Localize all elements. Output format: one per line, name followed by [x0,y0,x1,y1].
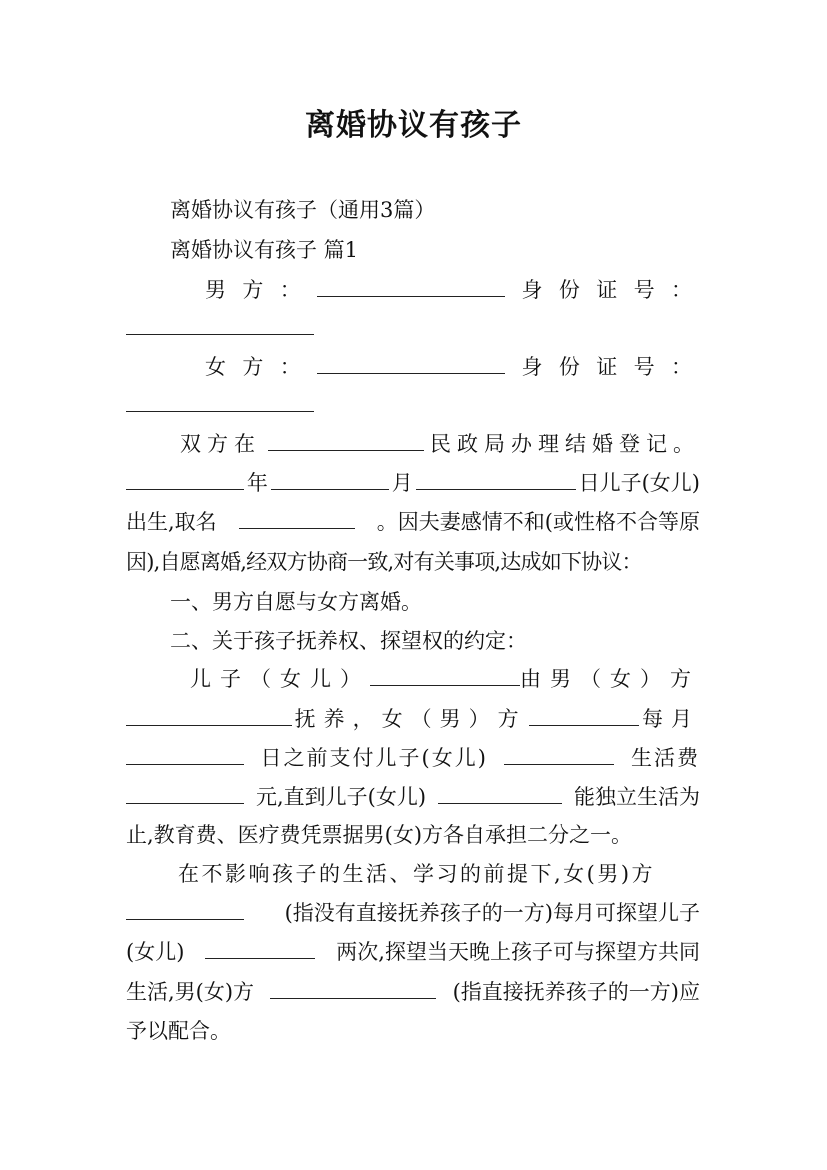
p1-l1-b: 民政局办理结婚登记。 [430,432,700,456]
p2-son-name-blank [370,663,520,686]
male-id-char-3: 证 [596,278,618,302]
p2-custodian-blank [126,703,292,726]
p3-line-1 [178,857,700,891]
p3-line-3 [126,935,700,969]
p2-l1-b: 由男（女）方 [520,667,700,691]
p3-l3-a: (女儿) [126,940,185,964]
item-1 [170,585,670,619]
female-id-char-2: 份 [558,355,580,379]
female-label-b: 方 [242,355,264,379]
p3-line-2 [126,896,700,930]
p3-line-5 [126,1014,426,1048]
p2-line-3 [126,741,700,775]
p3-l1: 在不影响孩子的生活、学习的前提下,女(男)方 [178,862,656,886]
document-title: 离婚协议有孩子 [305,108,522,143]
p1-line-3 [126,505,700,539]
male-label-b: 方 [242,278,264,302]
p2-l3-b: 生活费 [630,746,700,770]
item-1-text: 一、男方自愿与女方离婚。 [170,590,422,614]
female-id-char-3: 证 [596,355,618,379]
p3-l4-b: (指直接抚养孩子的一方)应 [452,980,700,1004]
p1-l2-tail: 日儿子(女儿) [578,471,700,495]
p1-line-2 [126,466,700,500]
female-colon: ： [279,355,301,379]
p3-l2: (指没有直接抚养孩子的一方)每月可探望儿子 [284,901,700,925]
p2-l4-a: 元,直到儿子(女儿) [255,785,427,809]
female-name-blank [317,351,505,374]
p1-year-label: 年 [246,471,268,495]
male-id-char-1: 身 [521,278,543,302]
p1-l4: 因),自愿离婚,经双方协商一致,对有关事项,达成如下协议： [126,550,642,574]
female-label-a: 女 [205,355,226,379]
p2-l5: 止,教育费、医疗费凭票据男(女)方各自承担二分之一。 [126,823,633,847]
p2-line-5 [126,818,666,852]
p2-day-blank [126,742,244,765]
female-party-line [205,350,692,384]
female-id-blank [126,389,314,412]
p1-child-name-blank [239,506,355,529]
male-id-blank [126,312,314,335]
p2-child-blank [504,742,614,765]
p1-registry-blank [268,428,424,451]
p1-line-1 [180,427,700,461]
p2-line-1 [190,662,700,696]
male-colon: ： [279,278,301,302]
female-id-char-1: 身 [521,355,543,379]
p2-l2-a: 抚养，女（男）方 [294,707,527,731]
p3-visitor-blank [126,897,244,920]
p1-l3-a: 出生,取名 [126,510,217,534]
p1-l3-b: 。因夫妻感情不和(或性格不合等原 [376,510,700,534]
male-id-line [126,312,700,346]
female-id-colon: ： [671,355,692,379]
female-id-char-4: 号 [633,355,655,379]
document-subtitle [170,193,670,227]
p1-day-blank [416,467,576,490]
p1-year-blank [126,467,244,490]
p2-payer-blank [529,703,639,726]
p1-line-4 [126,545,716,579]
p2-l3-a: 日之前支付儿子(女儿) [260,746,488,770]
female-id-line [126,389,700,423]
item-2 [170,624,670,658]
p1-l1-a: 双方在 [180,432,261,456]
section-heading [170,233,670,267]
p2-child-blank-2 [438,781,562,804]
p1-month-blank [271,467,389,490]
p3-l5: 予以配合。 [126,1019,231,1043]
p3-line-4 [126,975,700,1009]
subtitle-text: 离婚协议有孩子（通用3篇） [170,198,436,222]
p3-child-blank [205,936,315,959]
p2-l4-b: 能独立生活为 [573,785,700,809]
male-name-blank [317,274,505,297]
item-2-text: 二、关于孩子抚养权、探望权的约定： [170,629,527,653]
p2-line-2 [126,702,700,736]
p2-l1-a: 儿子（女儿） [190,667,370,691]
male-party-line [205,273,692,307]
p3-l3-b: 两次,探望当天晚上孩子可与探望方共同 [336,940,700,964]
male-id-char-4: 号 [633,278,655,302]
p1-month-label: 月 [391,471,413,495]
section-heading-text: 离婚协议有孩子 篇1 [170,238,359,262]
male-id-colon: ： [671,278,692,302]
p2-l2-b: 每月 [641,707,700,731]
p3-custodian-blank [270,976,436,999]
male-id-char-2: 份 [558,278,580,302]
p2-line-4 [126,780,700,814]
male-label-a: 男 [205,278,226,302]
p2-amount-blank [126,781,244,804]
p3-l4-a: 生活,男(女)方 [126,980,255,1004]
